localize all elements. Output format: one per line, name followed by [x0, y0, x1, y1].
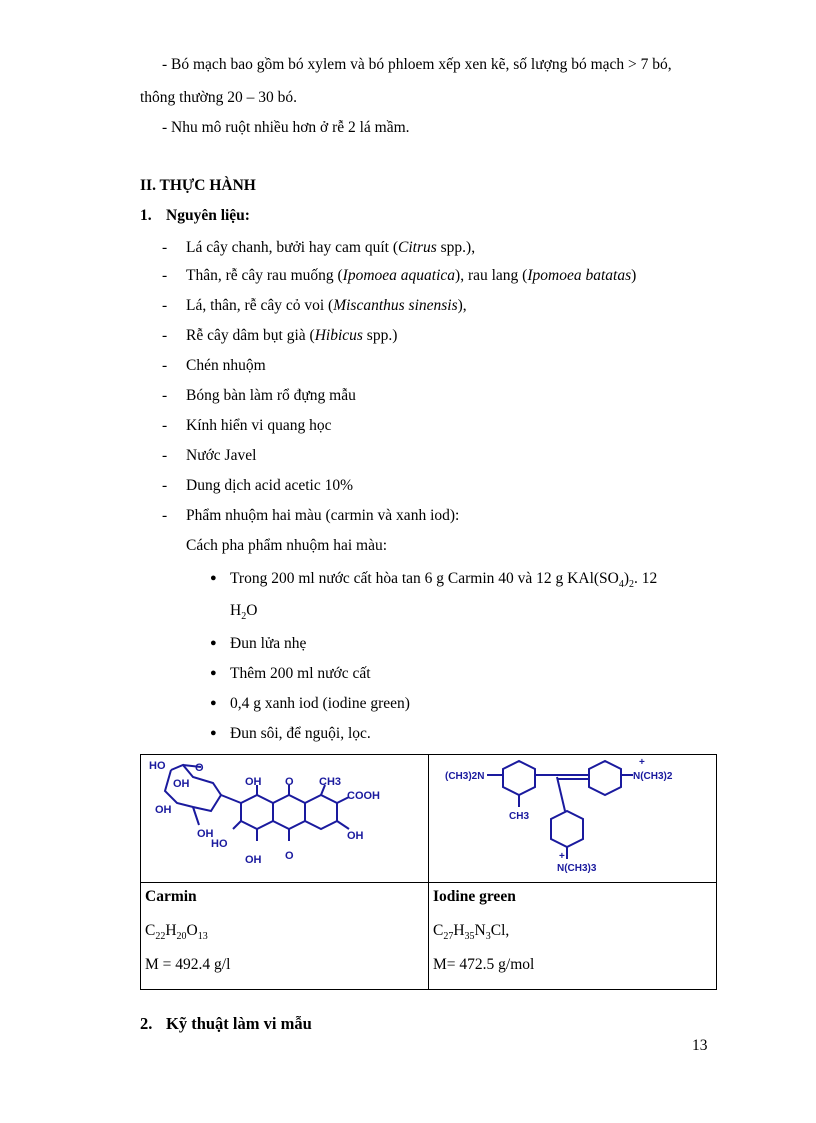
list-item: - Lá, thân, rễ cây cỏ voi (Miscanthus sinensis), [162, 297, 467, 314]
carmin-label: OH [197, 828, 214, 840]
carmin-label: HO [149, 760, 166, 772]
list-item: - Kính hiển vi quang học [162, 417, 332, 434]
dash-marker: - [162, 387, 168, 404]
carmin-mass: M = 492.4 g/l [145, 956, 231, 973]
dash-marker: - [162, 267, 168, 284]
carmin-label: O [285, 776, 294, 788]
carmin-label: CH3 [319, 776, 342, 788]
list-item: ● Đun sôi, để nguội, lọc. [210, 725, 371, 742]
bullet-icon: ● [210, 637, 217, 649]
dash-marker: - [162, 507, 168, 524]
dash-marker: - [162, 297, 168, 314]
bullet-icon: ● [210, 727, 217, 739]
carmin-label: OH [245, 776, 262, 788]
subsection-1-number: 1. [140, 207, 152, 224]
dash-marker: - [162, 417, 168, 434]
carmin-structure-cell [141, 755, 429, 883]
intro-line-2: thông thường 20 – 30 bó. [140, 89, 297, 106]
carmin-label: OH [245, 854, 262, 866]
carmin-label: COOH [347, 790, 380, 802]
list-item: - Rễ cây dâm bụt già (Hibicus spp.) [162, 327, 398, 344]
list-item: - Chén nhuộm [162, 357, 266, 374]
carmin-label: OH [347, 830, 364, 842]
iodine-info-cell [429, 883, 717, 990]
list-item-continuation: $H_2O$ [230, 602, 258, 623]
intro-line-1: - Bó mạch bao gồm bó xylem và bó phloem xếp xen kẽ, số lượng bó mạch > 7 bó, [162, 56, 672, 73]
bullet-icon: ● [210, 572, 217, 584]
section-title: II. THỰC HÀNH [140, 177, 256, 194]
recipe-title: Cách pha phẩm nhuộm hai màu: [186, 537, 388, 554]
carmin-formula: $C_{22}H_{20}O_{13}$ [145, 922, 208, 943]
dash-marker: - [162, 357, 168, 374]
list-item: - Dung dịch acid acetic 10% [162, 477, 353, 494]
intro-line-3: - Nhu mô ruột nhiều hơn ở rễ 2 lá mầm. [162, 119, 410, 136]
subsection-2-title: Kỹ thuật làm vi mẫu [166, 1014, 312, 1033]
iodine-label: + [559, 851, 565, 862]
carmin-info-cell [141, 883, 429, 990]
page-number: 13 [692, 1037, 708, 1054]
list-item: - Bóng bàn làm rổ đựng mẫu [162, 387, 356, 404]
iodine-label: N(CH3)3 [557, 863, 597, 874]
iodine-formula: $C_{27}H_{35}N_3Cl$, [433, 922, 510, 943]
dye-table [140, 754, 717, 990]
iodine-name: Iodine green [433, 888, 516, 905]
list-item: ● Thêm 200 ml nước cất [210, 665, 371, 682]
subsection-1-title: Nguyên liệu: [166, 207, 250, 224]
dash-marker: - [162, 447, 168, 464]
iodine-structure-cell [429, 755, 717, 883]
list-item: - Thân, rễ cây rau muống (Ipomoea aquatica), rau lang (Ipomoea batatas) [162, 267, 637, 284]
list-item: - Phẩm nhuộm hai màu (carmin và xanh iod): [162, 507, 460, 524]
list-item: ● Trong 200 ml nước cất hòa tan 6 g Carmin 40 và 12 g $KAl(SO_4)_2$. 12 [210, 570, 658, 591]
dash-marker: - [162, 239, 168, 256]
list-item: - Nước Javel [162, 447, 257, 464]
dash-marker: - [162, 477, 168, 494]
iodine-mass: M= 472.5 g/mol [433, 956, 535, 973]
list-item: - Lá cây chanh, bưởi hay cam quít (Citrus spp.), [162, 239, 476, 256]
list-item: ● 0,4 g xanh iod (iodine green) [210, 695, 410, 712]
carmin-structure [141, 755, 428, 877]
bullet-icon: ● [210, 697, 217, 709]
iodine-label: (CH3)2N [445, 771, 485, 782]
dash-marker: - [162, 327, 168, 344]
iodine-label: CH3 [509, 811, 530, 822]
carmin-name: Carmin [145, 888, 197, 905]
iodine-label: N(CH3)2 [633, 771, 673, 782]
carmin-label: HO [211, 838, 228, 850]
carmin-label: O [285, 850, 294, 862]
list-item: ● Đun lửa nhẹ [210, 635, 307, 652]
carmin-label: OH [155, 804, 172, 816]
bullet-icon: ● [210, 667, 217, 679]
subsection-2-number: 2. [140, 1014, 153, 1033]
iodine-label: + [639, 757, 645, 768]
carmin-label: OH [173, 778, 190, 790]
carmin-label: O [195, 762, 204, 774]
iodine-green-structure [429, 755, 716, 877]
